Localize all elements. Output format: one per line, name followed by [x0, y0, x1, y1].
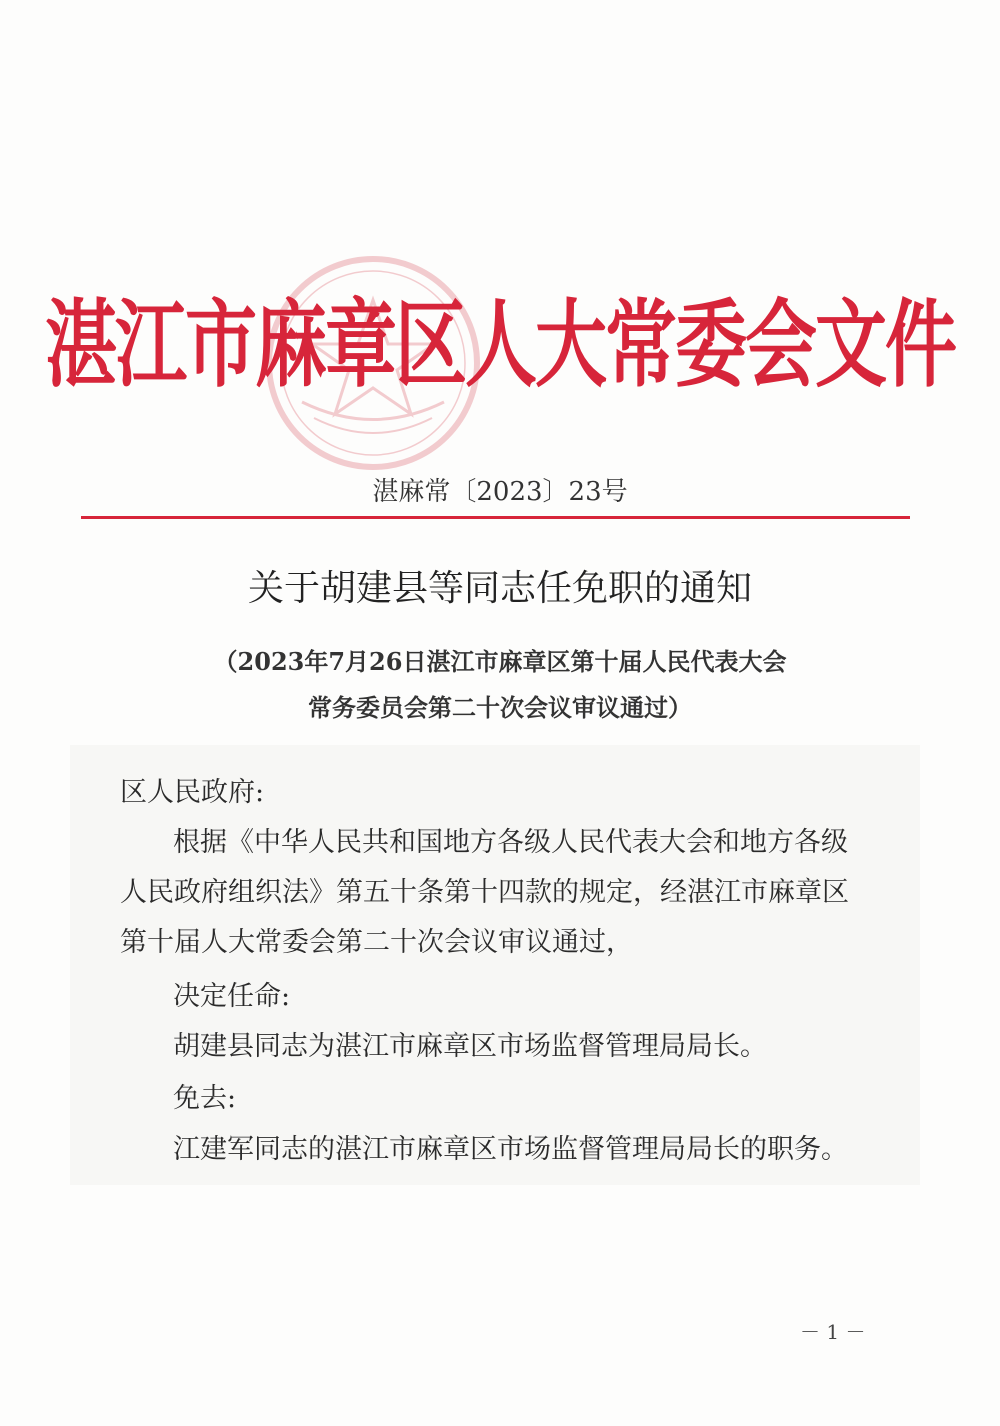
appointment-item: 胡建县同志为湛江市麻章区市场监督管理局局长。 — [173, 1031, 767, 1062]
body-paragraph-line-1: 根据《中华人民共和国地方各级人民代表大会和地方各级 — [173, 827, 848, 858]
removal-item: 江建军同志的湛江市麻章区市场监督管理局局长的职务。 — [173, 1134, 848, 1165]
removal-label: 免去: — [173, 1083, 237, 1114]
salutation: 区人民政府: — [120, 777, 265, 808]
approval-note-line-1: （2023年7月26日湛江市麻章区第十届人民代表大会 — [213, 647, 787, 676]
red-divider-line — [81, 516, 910, 519]
document-number: 湛麻常〔2023〕23号 — [372, 477, 628, 507]
document-title: 关于胡建县等同志任免职的通知 — [247, 568, 752, 609]
appointment-label: 决定任命: — [173, 981, 291, 1012]
scan-background-tint — [70, 745, 920, 1185]
approval-note-line-2: 常务委员会第二十次会议审议通过） — [308, 693, 692, 722]
page-number: － 1 － — [800, 1320, 866, 1344]
body-paragraph-line-2: 人民政府组织法》第五十条第十四款的规定，经湛江市麻章区 — [120, 877, 849, 908]
issuing-org-header: 湛江市麻章区人大常委会文件 — [44, 289, 955, 400]
body-paragraph-line-3: 第十届人大常委会第二十次会议审议通过， — [120, 927, 633, 958]
